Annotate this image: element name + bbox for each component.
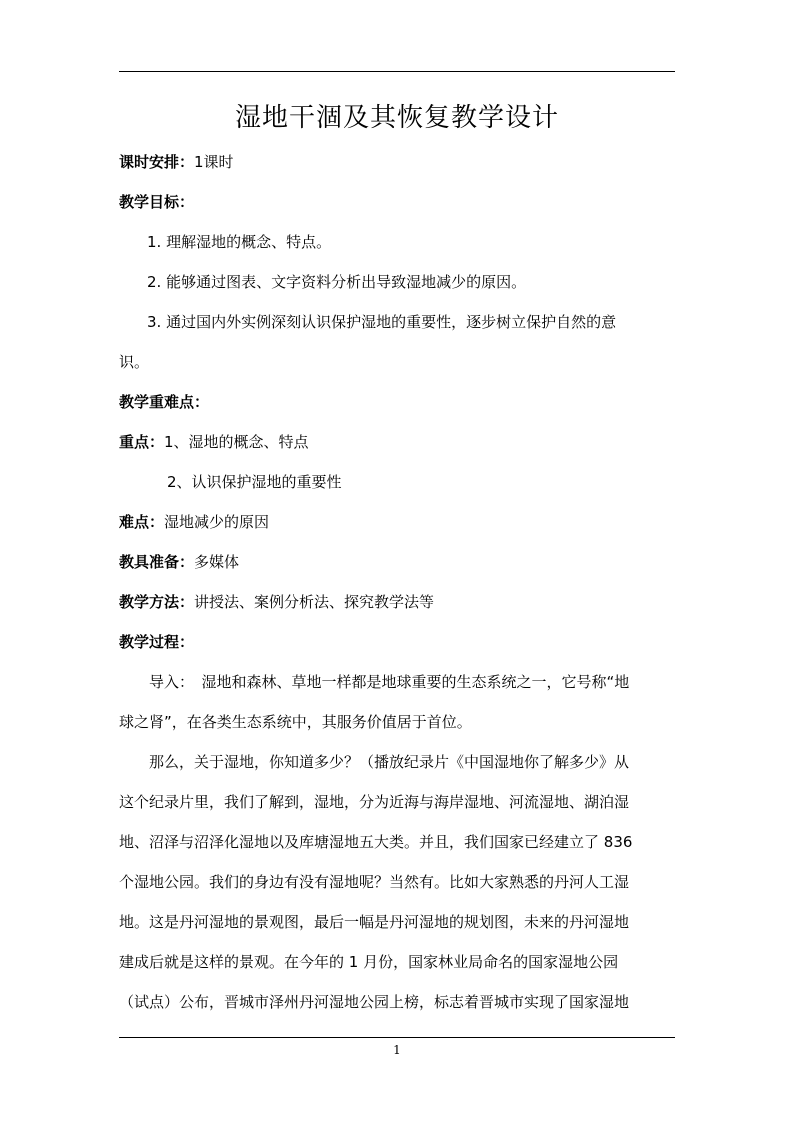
schedule-value: 1课时 (194, 153, 234, 171)
objective-item-3: 3. 通过国内外实例深刻认识保护湿地的重要性，逐步树立保护自然的意 (147, 313, 617, 331)
key-point-item-1: 1、湿地的概念、特点 (164, 433, 309, 451)
materials-line (119, 549, 679, 575)
footer-rule (119, 1037, 675, 1038)
objective-item-2: 2. 能够通过图表、文字资料分析出导致湿地减少的原因。 (147, 273, 527, 291)
objective-item-1: 1. 理解湿地的概念、特点。 (147, 233, 332, 251)
objective-item-3-continued: 识。 (119, 353, 150, 371)
page-number: 1 (393, 1043, 401, 1057)
document-title: 湿地干涸及其恢复教学设计 (234, 103, 559, 133)
key-difficult-label: 教学重难点： (119, 393, 210, 411)
process-label: 教学过程： (119, 633, 195, 651)
difficult-point-value: 湿地减少的原因 (164, 513, 270, 531)
difficult-point-label: 难点： (119, 513, 165, 531)
process-line-9: （试点）公布，晋城市泽州丹河湿地公园上榜，标志着晋城市实现了国家湿地 (119, 993, 630, 1011)
objectives-label: 教学目标： (119, 193, 195, 211)
process-line-1: 导入： 湿地和森林、草地一样都是地球重要的生态系统之一，它号称“地 (149, 673, 630, 691)
key-point-label: 重点： (119, 433, 165, 451)
materials-value: 多媒体 (194, 553, 240, 571)
methods-line (119, 589, 679, 615)
materials-label: 教具准备： (119, 553, 195, 571)
schedule-line (119, 149, 679, 175)
schedule-label: 课时安排： (119, 153, 195, 171)
key-point-item-2: 2、认识保护湿地的重要性 (167, 473, 342, 491)
process-line-7: 地。这是丹河湿地的景观图，最后一幅是丹河湿地的规划图，未来的丹河湿地 (119, 913, 630, 931)
process-line-6: 个湿地公园。我们的身边有没有湿地呢？当然有。比如大家熟悉的丹河人工湿 (119, 873, 630, 891)
process-line-5: 地、沼泽与沼泽化湿地以及库塘湿地五大类。并且，我们国家已经建立了 836 (119, 833, 633, 851)
process-line-2: 球之肾”，在各类生态系统中，其服务价值居于首位。 (119, 713, 472, 731)
key-point-line (119, 429, 679, 455)
methods-label: 教学方法： (119, 593, 195, 611)
header-rule (119, 71, 675, 72)
methods-value: 讲授法、案例分析法、探究教学法等 (194, 593, 435, 611)
process-line-3: 那么，关于湿地，你知道多少？（播放纪录片《中国湿地你了解多少》从 (149, 753, 630, 771)
difficult-point-line (119, 509, 679, 535)
process-line-4: 这个纪录片里，我们了解到，湿地，分为近海与海岸湿地、河流湿地、湖泊湿 (119, 793, 630, 811)
process-line-8: 建成后就是这样的景观。在今年的 1 月份，国家林业局命名的国家湿地公园 (119, 953, 619, 971)
